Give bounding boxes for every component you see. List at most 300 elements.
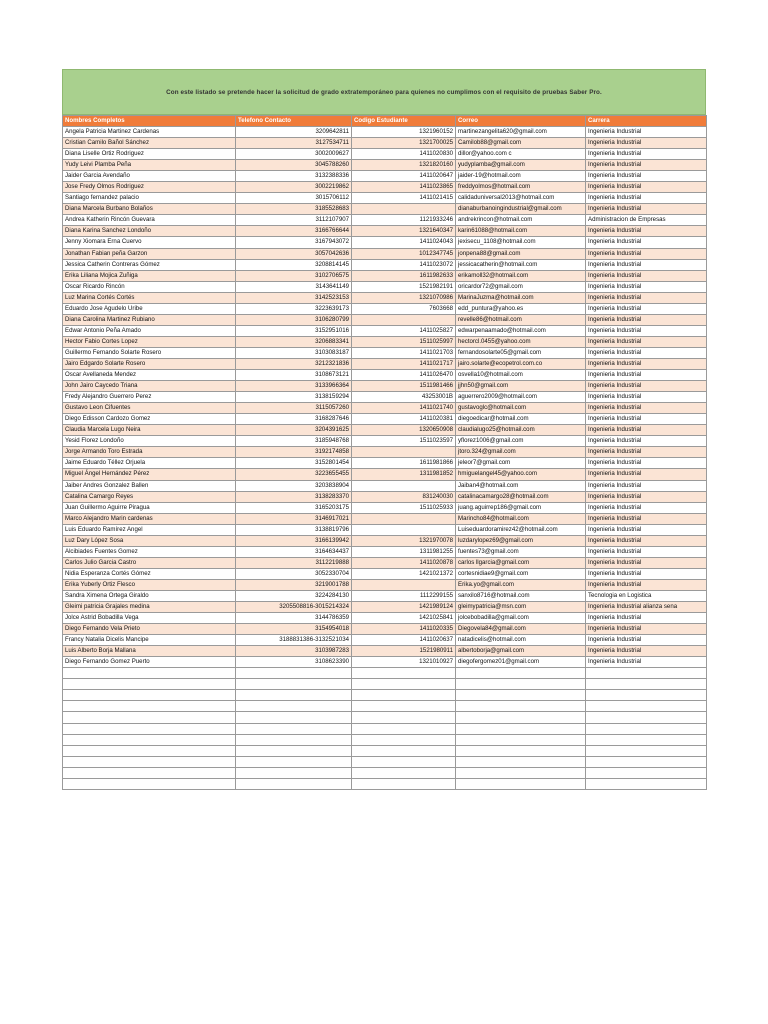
cell-correo[interactable]: Jaiban4@hotmail.com bbox=[456, 480, 586, 491]
cell-telefono[interactable]: 3143641149 bbox=[236, 281, 352, 292]
cell-correo[interactable]: diegoedicar@hotmail.com bbox=[456, 414, 586, 425]
cell-codigo[interactable] bbox=[352, 314, 456, 325]
cell-correo[interactable]: albertoborja@gmail.com bbox=[456, 646, 586, 657]
cell-codigo[interactable]: 1311981852 bbox=[352, 469, 456, 480]
cell-telefono[interactable]: 3132388336 bbox=[236, 171, 352, 182]
empty-cell[interactable] bbox=[352, 734, 456, 745]
cell-correo[interactable]: hectorcl.0455@yahoo.com bbox=[456, 336, 586, 347]
cell-nombre[interactable]: Angela Patricia Martinez Cardenas bbox=[63, 127, 236, 138]
cell-nombre[interactable]: Jonathan Fabian peña Garzon bbox=[63, 248, 236, 259]
empty-cell[interactable] bbox=[456, 756, 586, 767]
cell-telefono[interactable]: 3138159294 bbox=[236, 392, 352, 403]
cell-codigo[interactable]: 1411024043 bbox=[352, 237, 456, 248]
cell-nombre[interactable]: Yudy Leivi Plamba Peña bbox=[63, 160, 236, 171]
cell-carrera[interactable]: Ingenieria Industrial bbox=[586, 425, 707, 436]
cell-correo[interactable]: gustavoglc@hotmail.com bbox=[456, 403, 586, 414]
cell-nombre[interactable]: Jolce Astrid Bobadilla Vega bbox=[63, 613, 236, 624]
cell-carrera[interactable]: Ingenieria Industrial bbox=[586, 469, 707, 480]
cell-carrera[interactable]: Ingenieria Industrial bbox=[586, 237, 707, 248]
empty-cell[interactable] bbox=[586, 734, 707, 745]
cell-codigo[interactable]: 1321820160 bbox=[352, 160, 456, 171]
cell-codigo[interactable]: 1511023597 bbox=[352, 436, 456, 447]
cell-carrera[interactable]: Ingenieria Industrial bbox=[586, 336, 707, 347]
cell-telefono[interactable]: 3223639173 bbox=[236, 303, 352, 314]
empty-cell[interactable] bbox=[63, 756, 236, 767]
cell-codigo[interactable]: 7603668 bbox=[352, 303, 456, 314]
empty-cell[interactable] bbox=[456, 723, 586, 734]
empty-cell[interactable] bbox=[586, 723, 707, 734]
empty-cell[interactable] bbox=[352, 756, 456, 767]
cell-correo[interactable]: erikamoll32@hotmail.com bbox=[456, 270, 586, 281]
cell-carrera[interactable]: Ingenieria Industrial bbox=[586, 259, 707, 270]
cell-carrera[interactable]: Ingenieria Industrial bbox=[586, 226, 707, 237]
cell-telefono[interactable]: 3154954018 bbox=[236, 624, 352, 635]
cell-telefono[interactable]: 3112219888 bbox=[236, 557, 352, 568]
cell-correo[interactable]: fernandosolarte05@gmail.com bbox=[456, 347, 586, 358]
empty-cell[interactable] bbox=[352, 679, 456, 690]
cell-codigo[interactable]: 1411023072 bbox=[352, 259, 456, 270]
cell-telefono[interactable]: 3224284130 bbox=[236, 590, 352, 601]
cell-correo[interactable]: andrekrincon@hotmail.com bbox=[456, 215, 586, 226]
empty-cell[interactable] bbox=[586, 679, 707, 690]
cell-nombre[interactable]: Jaiber Andres Gonzalez Ballen bbox=[63, 480, 236, 491]
empty-cell[interactable] bbox=[236, 690, 352, 701]
cell-nombre[interactable]: Andrea Katherin Rincón Guevara bbox=[63, 215, 236, 226]
cell-telefono[interactable]: 3209642811 bbox=[236, 127, 352, 138]
cell-carrera[interactable]: Ingenieria Industrial bbox=[586, 138, 707, 149]
cell-nombre[interactable]: Diego Fernando Gomez Puerto bbox=[63, 657, 236, 668]
cell-carrera[interactable]: Ingenieria Industrial bbox=[586, 646, 707, 657]
cell-telefono[interactable]: 3192174858 bbox=[236, 447, 352, 458]
cell-correo[interactable]: Luiseduardoramirez42@hotmail.com bbox=[456, 524, 586, 535]
cell-carrera[interactable]: Ingenieria Industrial bbox=[586, 270, 707, 281]
cell-nombre[interactable]: Eduardo Jose Agudelo Uribe bbox=[63, 303, 236, 314]
cell-telefono[interactable]: 3045788260 bbox=[236, 160, 352, 171]
cell-carrera[interactable]: Ingenieria Industrial bbox=[586, 624, 707, 635]
cell-carrera[interactable]: Ingenieria Industrial bbox=[586, 149, 707, 160]
cell-nombre[interactable]: Claudia Marcela Lugo Neira bbox=[63, 425, 236, 436]
cell-correo[interactable]: fuentes73@gmail.com bbox=[456, 546, 586, 557]
cell-nombre[interactable]: Jose Fredy Olmos Rodriguez bbox=[63, 182, 236, 193]
empty-cell[interactable] bbox=[586, 712, 707, 723]
cell-correo[interactable]: yflorez1006@gmail.com bbox=[456, 436, 586, 447]
cell-telefono[interactable]: 3204391625 bbox=[236, 425, 352, 436]
cell-nombre[interactable]: Diana Karina Sanchez Londoño bbox=[63, 226, 236, 237]
empty-cell[interactable] bbox=[63, 734, 236, 745]
empty-cell[interactable] bbox=[236, 679, 352, 690]
cell-nombre[interactable]: Yesid Florez Londoño bbox=[63, 436, 236, 447]
empty-cell[interactable] bbox=[456, 767, 586, 778]
cell-telefono[interactable]: 3144786359 bbox=[236, 613, 352, 624]
cell-nombre[interactable]: Erika Yuberly Ortiz Flesco bbox=[63, 579, 236, 590]
empty-cell[interactable] bbox=[456, 701, 586, 712]
cell-correo[interactable]: calidaduniversal2013@hotmail.com bbox=[456, 193, 586, 204]
cell-codigo[interactable]: 1411021415 bbox=[352, 193, 456, 204]
cell-correo[interactable]: Diegovela84@gmail.com bbox=[456, 624, 586, 635]
cell-correo[interactable]: gleimypatricia@msn.com bbox=[456, 602, 586, 613]
cell-nombre[interactable]: Jaime Eduardo Téllez Orjuela bbox=[63, 458, 236, 469]
cell-telefono[interactable]: 3142523153 bbox=[236, 292, 352, 303]
cell-correo[interactable]: diegofergomez01@gmail.com bbox=[456, 657, 586, 668]
cell-carrera[interactable]: Ingenieria Industrial bbox=[586, 613, 707, 624]
cell-nombre[interactable]: Miguel Ángel Hernández Pérez bbox=[63, 469, 236, 480]
empty-cell[interactable] bbox=[63, 690, 236, 701]
cell-codigo[interactable] bbox=[352, 579, 456, 590]
cell-codigo[interactable]: 1611981866 bbox=[352, 458, 456, 469]
cell-nombre[interactable]: John Jairo Caycedo Triana bbox=[63, 381, 236, 392]
cell-carrera[interactable]: Ingenieria Industrial bbox=[586, 524, 707, 535]
cell-nombre[interactable]: Marco Alejandro Marin cardenas bbox=[63, 513, 236, 524]
cell-carrera[interactable]: Ingenieria Industrial bbox=[586, 436, 707, 447]
cell-nombre[interactable]: Santiago fernandez palacio bbox=[63, 193, 236, 204]
cell-nombre[interactable]: Hector Fabio Cortes Lopez bbox=[63, 336, 236, 347]
header-correo[interactable]: Correo bbox=[456, 116, 586, 127]
cell-telefono[interactable]: 3185948768 bbox=[236, 436, 352, 447]
cell-carrera[interactable]: Tecnologia en Logistica bbox=[586, 590, 707, 601]
cell-codigo[interactable]: 1411025827 bbox=[352, 325, 456, 336]
header-codigo[interactable]: Codigo Estudiante bbox=[352, 116, 456, 127]
header-carrera[interactable]: Carrera bbox=[586, 116, 707, 127]
cell-carrera[interactable]: Ingenieria Industrial bbox=[586, 347, 707, 358]
cell-carrera[interactable]: Ingenieria Industrial bbox=[586, 314, 707, 325]
cell-codigo[interactable]: 1411021703 bbox=[352, 347, 456, 358]
cell-nombre[interactable]: Oscar Ricardo Rincón bbox=[63, 281, 236, 292]
cell-telefono[interactable]: 3103083187 bbox=[236, 347, 352, 358]
cell-carrera[interactable]: Ingenieria Industrial bbox=[586, 303, 707, 314]
cell-carrera[interactable]: Ingenieria Industrial bbox=[586, 171, 707, 182]
cell-nombre[interactable]: Erika Liliana Mojica Zuñiga bbox=[63, 270, 236, 281]
cell-codigo[interactable]: 1012347745 bbox=[352, 248, 456, 259]
empty-cell[interactable] bbox=[236, 734, 352, 745]
cell-telefono[interactable]: 3208814145 bbox=[236, 259, 352, 270]
cell-codigo[interactable]: 1411020830 bbox=[352, 149, 456, 160]
cell-correo[interactable]: jairo.solarte@ecopetrol.com.co bbox=[456, 358, 586, 369]
empty-cell[interactable] bbox=[236, 778, 352, 789]
cell-carrera[interactable]: Ingenieria Industrial bbox=[586, 535, 707, 546]
cell-carrera[interactable]: Ingenieria Industrial bbox=[586, 182, 707, 193]
cell-carrera[interactable]: Ingenieria Industrial bbox=[586, 370, 707, 381]
cell-telefono[interactable]: 3166139942 bbox=[236, 535, 352, 546]
empty-cell[interactable] bbox=[456, 778, 586, 789]
cell-telefono[interactable]: 3115057260 bbox=[236, 403, 352, 414]
cell-telefono[interactable]: 3106280799 bbox=[236, 314, 352, 325]
cell-correo[interactable]: jessicacatherin@hotmail.com bbox=[456, 259, 586, 270]
cell-codigo[interactable]: 1511025997 bbox=[352, 336, 456, 347]
cell-codigo[interactable]: 1411020647 bbox=[352, 171, 456, 182]
cell-codigo[interactable]: 1321640347 bbox=[352, 226, 456, 237]
cell-telefono[interactable]: 3108623390 bbox=[236, 657, 352, 668]
cell-correo[interactable]: edwarpenaamado@hotmail.com bbox=[456, 325, 586, 336]
cell-carrera[interactable]: Ingenieria Industrial bbox=[586, 568, 707, 579]
empty-cell[interactable] bbox=[236, 756, 352, 767]
empty-cell[interactable] bbox=[236, 712, 352, 723]
cell-codigo[interactable]: 1321960152 bbox=[352, 127, 456, 138]
empty-cell[interactable] bbox=[236, 723, 352, 734]
cell-codigo[interactable]: 1411020381 bbox=[352, 414, 456, 425]
cell-nombre[interactable]: Oscar Avellaneda Mendez bbox=[63, 370, 236, 381]
cell-codigo[interactable]: 831240030 bbox=[352, 491, 456, 502]
cell-nombre[interactable]: Cristian Camilo Bañol Sánchez bbox=[63, 138, 236, 149]
cell-nombre[interactable]: Luz Marina Cortés Cortés bbox=[63, 292, 236, 303]
cell-correo[interactable]: aguerrero2009@hotmail.com bbox=[456, 392, 586, 403]
empty-cell[interactable] bbox=[352, 701, 456, 712]
cell-codigo[interactable]: 1321970078 bbox=[352, 535, 456, 546]
cell-telefono[interactable]: 3185528683 bbox=[236, 204, 352, 215]
cell-codigo[interactable]: 1411021717 bbox=[352, 358, 456, 369]
cell-correo[interactable]: cortesnidiae9@gmail.com bbox=[456, 568, 586, 579]
cell-correo[interactable]: oricardor72@gmail.com bbox=[456, 281, 586, 292]
cell-nombre[interactable]: Jairo Edgardo Solarte Rosero bbox=[63, 358, 236, 369]
cell-correo[interactable]: carlos llgarcia@gmail.com bbox=[456, 557, 586, 568]
empty-cell[interactable] bbox=[63, 778, 236, 789]
cell-codigo[interactable]: 1411020878 bbox=[352, 557, 456, 568]
empty-cell[interactable] bbox=[586, 778, 707, 789]
empty-cell[interactable] bbox=[586, 745, 707, 756]
cell-carrera[interactable]: Ingenieria Industrial bbox=[586, 248, 707, 259]
cell-correo[interactable]: jonpena88@gmail.com bbox=[456, 248, 586, 259]
cell-correo[interactable]: catalinacamargo28@hotmail.com bbox=[456, 491, 586, 502]
cell-codigo[interactable]: 1411020637 bbox=[352, 635, 456, 646]
cell-carrera[interactable]: Ingenieria Industrial bbox=[586, 403, 707, 414]
cell-correo[interactable]: Erika.yo@gmail.com bbox=[456, 579, 586, 590]
cell-telefono[interactable]: 3188831386-3132521034 bbox=[236, 635, 352, 646]
cell-nombre[interactable]: Gleimi patricia Grajales medina bbox=[63, 602, 236, 613]
cell-telefono[interactable]: 3212321836 bbox=[236, 358, 352, 369]
empty-cell[interactable] bbox=[456, 679, 586, 690]
cell-nombre[interactable]: Carlos Julio Garcia Castro bbox=[63, 557, 236, 568]
empty-cell[interactable] bbox=[586, 767, 707, 778]
cell-telefono[interactable]: 3103987283 bbox=[236, 646, 352, 657]
empty-cell[interactable] bbox=[456, 668, 586, 679]
cell-nombre[interactable]: Gustavo Leon Cifuentes bbox=[63, 403, 236, 414]
cell-correo[interactable]: MarinaJuzma@hotmail.com bbox=[456, 292, 586, 303]
cell-codigo[interactable] bbox=[352, 513, 456, 524]
cell-telefono[interactable]: 3219001788 bbox=[236, 579, 352, 590]
cell-telefono[interactable]: 3164634437 bbox=[236, 546, 352, 557]
empty-cell[interactable] bbox=[236, 745, 352, 756]
empty-cell[interactable] bbox=[586, 756, 707, 767]
cell-telefono[interactable]: 3165203175 bbox=[236, 502, 352, 513]
cell-correo[interactable]: yudyplamba@gmail.com bbox=[456, 160, 586, 171]
cell-codigo[interactable]: 1321070986 bbox=[352, 292, 456, 303]
cell-correo[interactable]: natadicelis@hotmail.com bbox=[456, 635, 586, 646]
cell-nombre[interactable]: Jaider Garcia Avendaño bbox=[63, 171, 236, 182]
empty-cell[interactable] bbox=[352, 767, 456, 778]
cell-telefono[interactable]: 3146917021 bbox=[236, 513, 352, 524]
cell-carrera[interactable]: Ingenieria Industrial bbox=[586, 292, 707, 303]
empty-cell[interactable] bbox=[456, 712, 586, 723]
cell-codigo[interactable]: 1311981255 bbox=[352, 546, 456, 557]
empty-cell[interactable] bbox=[456, 734, 586, 745]
empty-cell[interactable] bbox=[63, 767, 236, 778]
cell-codigo[interactable]: 1320650908 bbox=[352, 425, 456, 436]
cell-carrera[interactable]: Ingenieria Industrial bbox=[586, 557, 707, 568]
cell-carrera[interactable]: Ingenieria Industrial bbox=[586, 325, 707, 336]
cell-correo[interactable]: sanxilo8716@hotmail.com bbox=[456, 590, 586, 601]
cell-carrera[interactable]: Ingenieria Industrial bbox=[586, 127, 707, 138]
cell-carrera[interactable]: Administracion de Empresas bbox=[586, 215, 707, 226]
cell-codigo[interactable]: 1321010927 bbox=[352, 657, 456, 668]
cell-nombre[interactable]: Alcibiades Fuentes Gomez bbox=[63, 546, 236, 557]
cell-telefono[interactable]: 3152801454 bbox=[236, 458, 352, 469]
cell-correo[interactable]: jtoro.324@gmail.com bbox=[456, 447, 586, 458]
empty-cell[interactable] bbox=[456, 745, 586, 756]
cell-codigo[interactable]: 1521980911 bbox=[352, 646, 456, 657]
cell-correo[interactable]: edd_puntura@yahoo.es bbox=[456, 303, 586, 314]
cell-telefono[interactable]: 3002009627 bbox=[236, 149, 352, 160]
empty-cell[interactable] bbox=[63, 723, 236, 734]
cell-carrera[interactable]: Ingenieria Industrial bbox=[586, 657, 707, 668]
cell-correo[interactable]: hmiguelangel45@yahoo.com bbox=[456, 469, 586, 480]
empty-cell[interactable] bbox=[63, 712, 236, 723]
cell-nombre[interactable]: Guillermo Fernando Solarte Rosero bbox=[63, 347, 236, 358]
empty-cell[interactable] bbox=[456, 690, 586, 701]
cell-correo[interactable]: claudialugo25@hotmail.com bbox=[456, 425, 586, 436]
cell-telefono[interactable]: 3203838904 bbox=[236, 480, 352, 491]
cell-carrera[interactable]: Ingenieria Industrial bbox=[586, 546, 707, 557]
cell-nombre[interactable]: Jenny Xiomara Erna Cuervo bbox=[63, 237, 236, 248]
empty-cell[interactable] bbox=[352, 712, 456, 723]
cell-nombre[interactable]: Jorge Armando Toro Estrada bbox=[63, 447, 236, 458]
cell-telefono[interactable]: 3112107907 bbox=[236, 215, 352, 226]
header-nombres[interactable]: Nombres Completos bbox=[63, 116, 236, 127]
cell-telefono[interactable]: 3102706575 bbox=[236, 270, 352, 281]
cell-codigo[interactable]: 1421989124 bbox=[352, 602, 456, 613]
cell-nombre[interactable]: Catalina Camargo Reyes bbox=[63, 491, 236, 502]
cell-codigo[interactable] bbox=[352, 447, 456, 458]
cell-nombre[interactable]: Sandra Ximena Ortega Giraldo bbox=[63, 590, 236, 601]
cell-nombre[interactable]: Edwar Antonio Peña Amado bbox=[63, 325, 236, 336]
cell-correo[interactable]: karin61088@hotmail.com bbox=[456, 226, 586, 237]
empty-cell[interactable] bbox=[63, 745, 236, 756]
cell-codigo[interactable]: 1511981466 bbox=[352, 381, 456, 392]
cell-nombre[interactable]: Diego Edisson Cardozo Gomez bbox=[63, 414, 236, 425]
cell-telefono[interactable]: 3108673121 bbox=[236, 370, 352, 381]
cell-telefono[interactable]: 3138283370 bbox=[236, 491, 352, 502]
cell-codigo[interactable]: 1421025841 bbox=[352, 613, 456, 624]
cell-correo[interactable]: Camilob88@gmail.com bbox=[456, 138, 586, 149]
cell-telefono[interactable]: 3223655455 bbox=[236, 469, 352, 480]
empty-cell[interactable] bbox=[236, 767, 352, 778]
cell-codigo[interactable]: 1121933246 bbox=[352, 215, 456, 226]
empty-cell[interactable] bbox=[352, 778, 456, 789]
cell-nombre[interactable]: Luis Eduardo Ramírez Angel bbox=[63, 524, 236, 535]
cell-telefono[interactable]: 3205508816-3015214324 bbox=[236, 602, 352, 613]
cell-telefono[interactable]: 3052330704 bbox=[236, 568, 352, 579]
cell-correo[interactable]: luzdarylopez69@gmail.com bbox=[456, 535, 586, 546]
cell-nombre[interactable]: Diego Fernando Vela Prieto bbox=[63, 624, 236, 635]
cell-correo[interactable]: freddyolmos@hotmail.com bbox=[456, 182, 586, 193]
cell-carrera[interactable]: Ingenieria Industrial bbox=[586, 635, 707, 646]
cell-telefono[interactable]: 3133966364 bbox=[236, 381, 352, 392]
empty-cell[interactable] bbox=[586, 690, 707, 701]
cell-correo[interactable]: jolcebobadilla@gmail.com bbox=[456, 613, 586, 624]
cell-codigo[interactable]: 1521982191 bbox=[352, 281, 456, 292]
cell-carrera[interactable]: Ingenieria Industrial bbox=[586, 513, 707, 524]
empty-cell[interactable] bbox=[236, 701, 352, 712]
cell-nombre[interactable]: Luis Alberto Borja Mallana bbox=[63, 646, 236, 657]
cell-correo[interactable]: jaider-19@hotmail.com bbox=[456, 171, 586, 182]
cell-nombre[interactable]: Jessica Catherin Contreras Gómez bbox=[63, 259, 236, 270]
cell-nombre[interactable]: Juan Guillermo Aguirre Piragua bbox=[63, 502, 236, 513]
cell-nombre[interactable]: Nidia Esperanza Cortés Gómez bbox=[63, 568, 236, 579]
cell-telefono[interactable]: 3167943072 bbox=[236, 237, 352, 248]
cell-codigo[interactable]: 1411020335 bbox=[352, 624, 456, 635]
cell-carrera[interactable]: Ingenieria Industrial bbox=[586, 447, 707, 458]
cell-correo[interactable]: jeleor7@gmail.com bbox=[456, 458, 586, 469]
cell-telefono[interactable]: 3002219862 bbox=[236, 182, 352, 193]
empty-cell[interactable] bbox=[352, 745, 456, 756]
cell-correo[interactable]: revelle86@hotmail.com bbox=[456, 314, 586, 325]
cell-codigo[interactable] bbox=[352, 524, 456, 535]
cell-telefono[interactable]: 3152951016 bbox=[236, 325, 352, 336]
cell-codigo[interactable]: 1321700025 bbox=[352, 138, 456, 149]
cell-telefono[interactable]: 3057042636 bbox=[236, 248, 352, 259]
cell-telefono[interactable]: 3138819796 bbox=[236, 524, 352, 535]
cell-codigo[interactable] bbox=[352, 204, 456, 215]
cell-correo[interactable]: martinezangelita620@gmail.com bbox=[456, 127, 586, 138]
cell-carrera[interactable]: Ingenieria Industrial bbox=[586, 381, 707, 392]
header-telefono[interactable]: Telefono Contacto bbox=[236, 116, 352, 127]
cell-telefono[interactable]: 3127534711 bbox=[236, 138, 352, 149]
cell-carrera[interactable]: Ingenieria Industrial bbox=[586, 579, 707, 590]
cell-carrera[interactable]: Ingenieria Industrial alianza sena bbox=[586, 602, 707, 613]
empty-cell[interactable] bbox=[586, 701, 707, 712]
cell-carrera[interactable]: Ingenieria Industrial bbox=[586, 480, 707, 491]
empty-cell[interactable] bbox=[352, 668, 456, 679]
cell-codigo[interactable] bbox=[352, 480, 456, 491]
cell-codigo[interactable]: 1511025933 bbox=[352, 502, 456, 513]
cell-correo[interactable]: Marincho84@hotmail.com bbox=[456, 513, 586, 524]
cell-carrera[interactable]: Ingenieria Industrial bbox=[586, 392, 707, 403]
empty-cell[interactable] bbox=[63, 679, 236, 690]
cell-carrera[interactable]: Ingenieria Industrial bbox=[586, 160, 707, 171]
cell-nombre[interactable]: Fredy Alejandro Guerrero Perez bbox=[63, 392, 236, 403]
cell-codigo[interactable]: 1421021372 bbox=[352, 568, 456, 579]
cell-codigo[interactable]: 1411023865 bbox=[352, 182, 456, 193]
cell-carrera[interactable]: Ingenieria Industrial bbox=[586, 204, 707, 215]
empty-cell[interactable] bbox=[63, 668, 236, 679]
cell-nombre[interactable]: Diana Marcela Burbano Bolaños bbox=[63, 204, 236, 215]
cell-telefono[interactable]: 3168287646 bbox=[236, 414, 352, 425]
cell-telefono[interactable]: 3166766644 bbox=[236, 226, 352, 237]
cell-carrera[interactable]: Ingenieria Industrial bbox=[586, 358, 707, 369]
empty-cell[interactable] bbox=[586, 668, 707, 679]
cell-carrera[interactable]: Ingenieria Industrial bbox=[586, 458, 707, 469]
cell-nombre[interactable]: Diana Carolina Martinez Rubiano bbox=[63, 314, 236, 325]
cell-correo[interactable]: dianaburbanoingindustrial@gmail.com bbox=[456, 204, 586, 215]
cell-correo[interactable]: juang.aguirrep186@gmail.com bbox=[456, 502, 586, 513]
cell-nombre[interactable]: Francy Natalia Dicelis Mancipe bbox=[63, 635, 236, 646]
cell-correo[interactable]: dillor@yahoo.com c bbox=[456, 149, 586, 160]
cell-carrera[interactable]: Ingenieria Industrial bbox=[586, 502, 707, 513]
cell-carrera[interactable]: Ingenieria Industrial bbox=[586, 491, 707, 502]
cell-nombre[interactable]: Diana Liselle Ortiz Rodriguez bbox=[63, 149, 236, 160]
empty-cell[interactable] bbox=[236, 668, 352, 679]
cell-correo[interactable]: jjhn50@gmail.com bbox=[456, 381, 586, 392]
cell-codigo[interactable]: 43253001B bbox=[352, 392, 456, 403]
cell-carrera[interactable]: Ingenieria Industrial bbox=[586, 193, 707, 204]
cell-correo[interactable]: jexisecu_1108@hotmail.com bbox=[456, 237, 586, 248]
cell-telefono[interactable]: 3015706112 bbox=[236, 193, 352, 204]
empty-cell[interactable] bbox=[352, 723, 456, 734]
cell-codigo[interactable]: 1411026470 bbox=[352, 370, 456, 381]
cell-codigo[interactable]: 1411021740 bbox=[352, 403, 456, 414]
empty-cell[interactable] bbox=[63, 701, 236, 712]
cell-telefono[interactable]: 3206883341 bbox=[236, 336, 352, 347]
cell-codigo[interactable]: 1112299155 bbox=[352, 590, 456, 601]
cell-carrera[interactable]: Ingenieria Industrial bbox=[586, 414, 707, 425]
